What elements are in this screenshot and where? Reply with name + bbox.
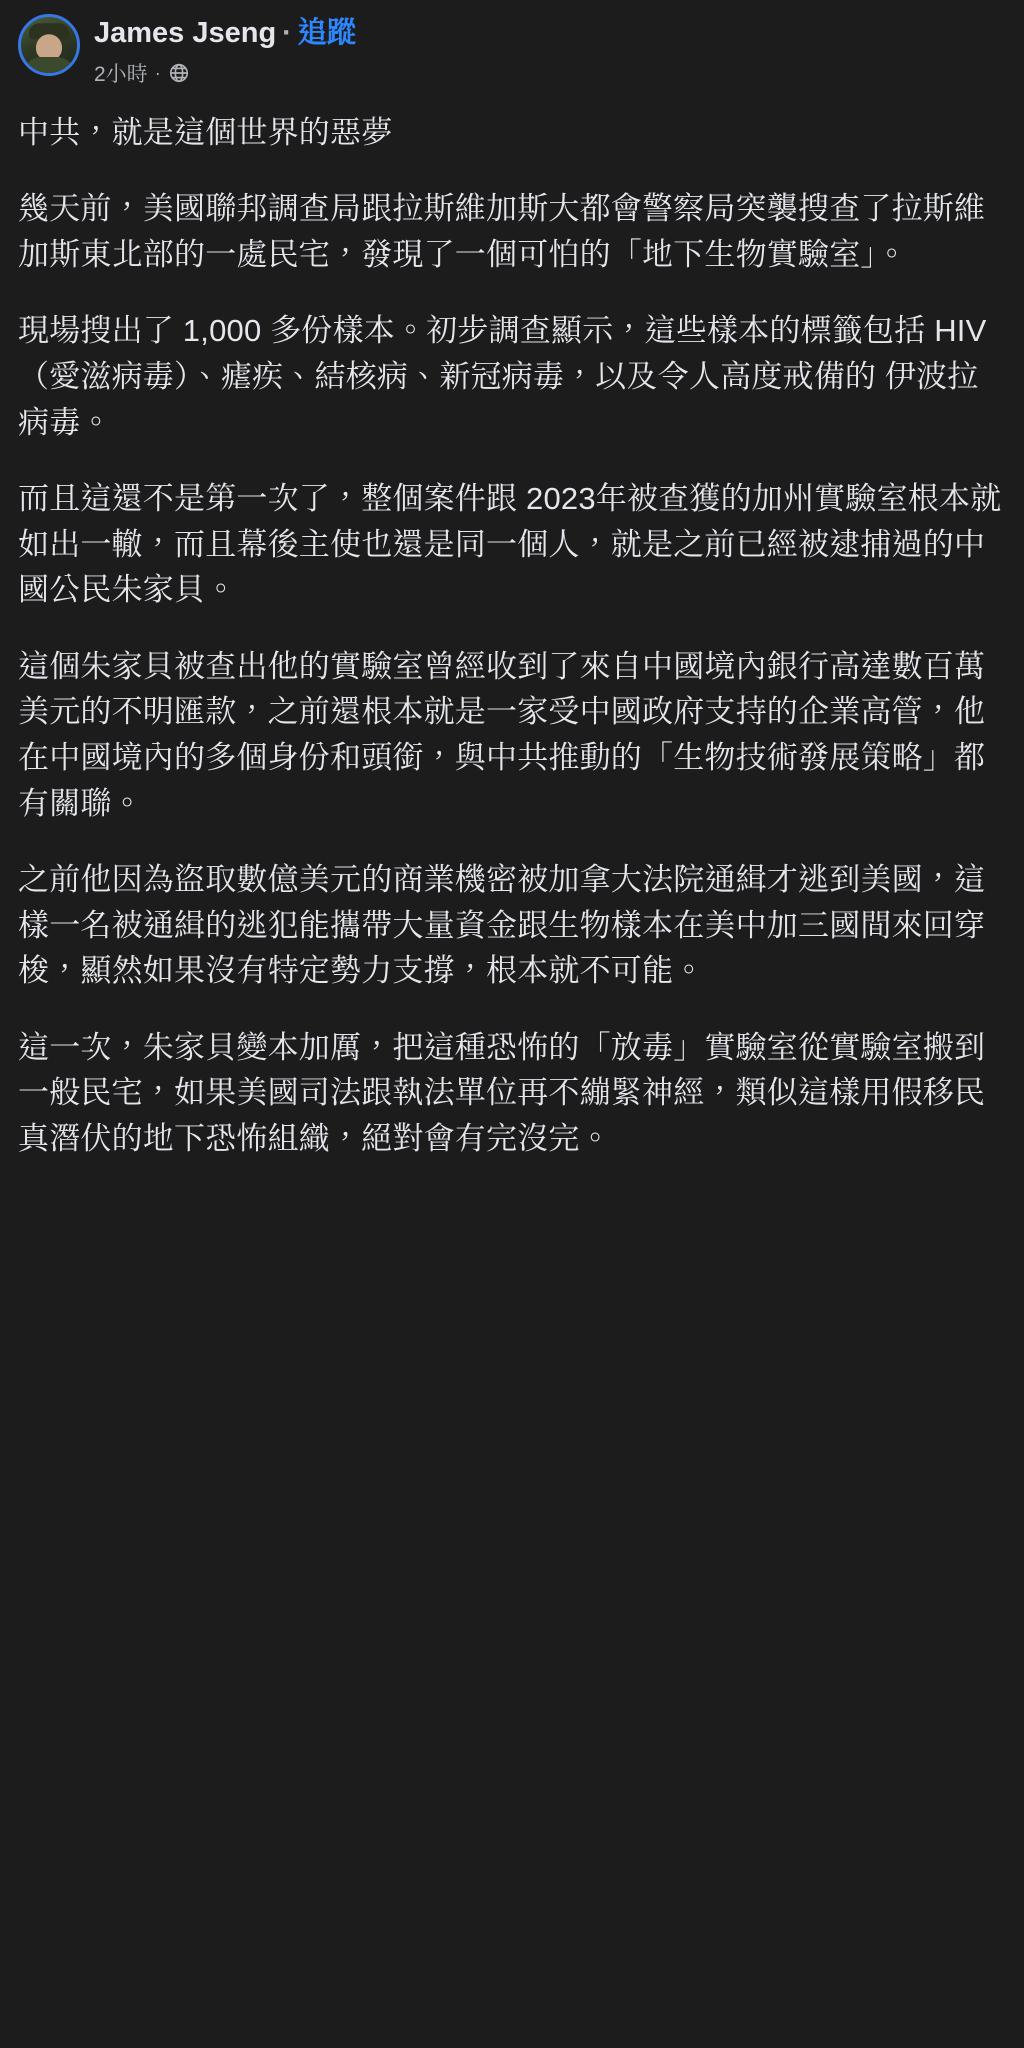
author-name[interactable]: James Jseng (94, 17, 277, 49)
paragraph-spacer (18, 445, 1006, 476)
post-paragraph: 之前他因為盜取數億美元的商業機密被加拿大法院通緝才逃到美國，這樣一名被通緝的逃犯能攜帶大量資金跟生物樣本在美中加三國間來回穿梭，顯然如果沒有特定勢力支撐，根本就不可能。 (18, 862, 986, 989)
globe-icon[interactable] (168, 62, 190, 84)
post-header (18, 14, 1006, 94)
author-row (94, 16, 356, 51)
post-paragraph: 中共，就是這個世界的惡夢 (18, 114, 393, 150)
paragraph-spacer (18, 613, 1006, 644)
follow-button[interactable]: 追蹤 (297, 17, 356, 49)
paragraph-spacer (18, 826, 1006, 857)
avatar[interactable] (18, 14, 80, 76)
paragraph-spacer (18, 155, 1006, 186)
meta-separator: · (154, 62, 161, 83)
post-paragraph: 現場搜出了 1,000 多份樣本。初步調查顯示，這些樣本的標籤包括 HIV（愛滋病毒）、瘧疾、結核病、新冠病毒，以及令人高度戒備的 伊波拉病毒。 (18, 313, 987, 440)
post-paragraph: 這個朱家貝被查出他的實驗室曾經收到了來自中國境內銀行高達數百萬美元的不明匯款，之前還根本就是一家受中國政府支持的企業高管，他在中國境內的多個身份和頭銜，與中共推動的「生物技術發展策略」都有關聯。 (18, 648, 986, 821)
post-timestamp[interactable]: 2小時 (94, 62, 148, 86)
post-paragraph: 這一次，朱家貝變本加厲，把這種恐怖的「放毒」實驗室從實驗室搬到一般民宅，如果美國司法跟執法單位再不繃緊神經，類似這樣用假移民真潛伏的地下恐怖組織，絕對會有完沒完。 (18, 1029, 986, 1156)
post-text (18, 110, 1006, 1162)
author-separator: · (282, 17, 292, 49)
post-paragraph: 幾天前，美國聯邦調查局跟拉斯維加斯大都會警察局突襲搜查了拉斯維加斯東北部的一處民宅，發現了一個可怕的「地下生物實驗室」。 (18, 191, 986, 272)
post-paragraph: 而且這還不是第一次了，整個案件跟 2023年被查獲的加州實驗室根本就如出一轍，而且幕後主使也還是同一個人，就是之前已經被逮捕過的中國公民朱家貝。 (18, 481, 1002, 608)
paragraph-spacer (18, 277, 1006, 308)
post-header-text (94, 14, 356, 88)
avatar-body (23, 57, 75, 76)
post-meta (94, 58, 356, 88)
paragraph-spacer (18, 994, 1006, 1025)
